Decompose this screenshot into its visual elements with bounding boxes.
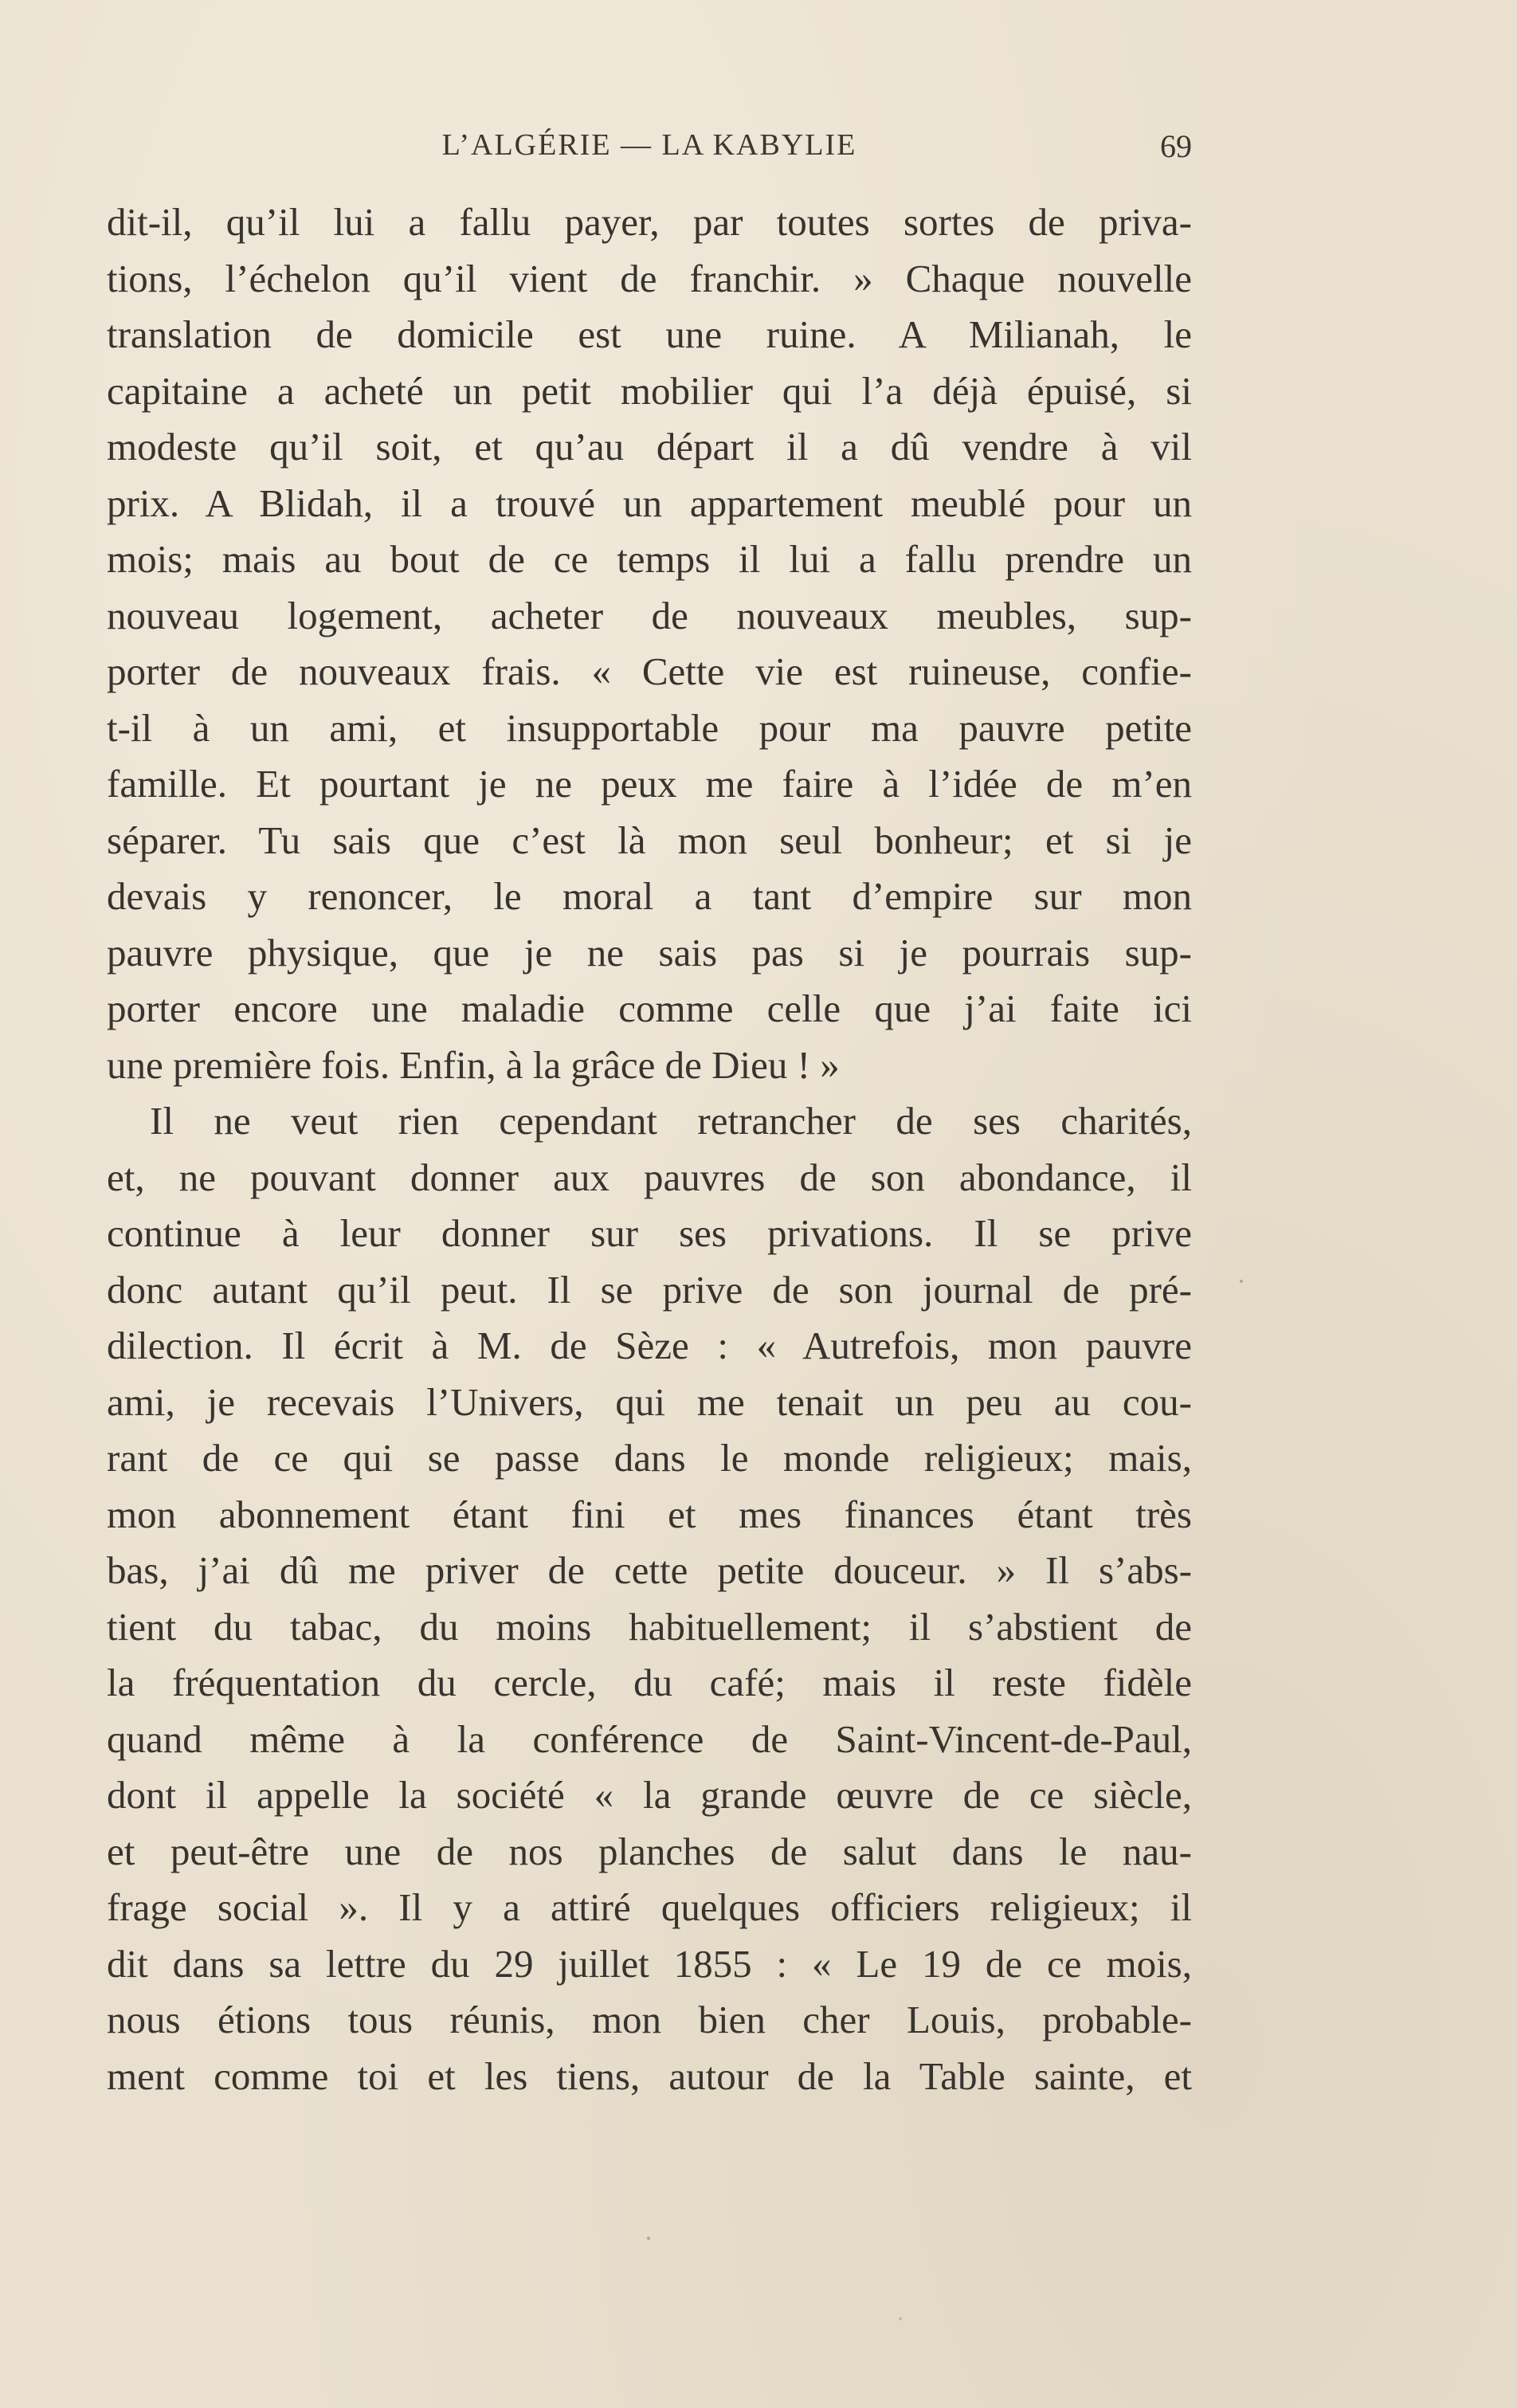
text-line: devais y renoncer, le moral a tant d’empire sur mon bbox=[107, 874, 1192, 918]
text-line: rant de ce qui se passe dans le monde religieux; mais, bbox=[107, 1436, 1192, 1480]
text-line: ami, je recevais l’Univers, qui me tenait un peu au cou- bbox=[107, 1379, 1192, 1424]
text-line: et, ne pouvant donner aux pauvres de son abondance, il bbox=[107, 1155, 1192, 1199]
text-line: continue à leur donner sur ses privations. Il se prive bbox=[107, 1211, 1192, 1255]
text-line: frage social ». Il y a attiré quelques officiers religieux; il bbox=[107, 1885, 1192, 1929]
running-head bbox=[107, 127, 1192, 175]
text-line: une première fois. Enfin, à la grâce de Dieu ! » bbox=[107, 1042, 840, 1087]
text-line: nouveau logement, acheter de nouveaux meubles, sup- bbox=[107, 593, 1192, 637]
text-line: séparer. Tu sais que c’est là mon seul bonheur; et si je bbox=[107, 818, 1192, 862]
text-line: prix. A Blidah, il a trouvé un appartement meublé pour un bbox=[107, 480, 1192, 525]
text-line: donc autant qu’il peut. Il se prive de son journal de pré- bbox=[107, 1267, 1192, 1312]
text-line: ment comme toi et les tiens, autour de la Table sainte, et bbox=[107, 2053, 1192, 2098]
text-line: quand même à la conférence de Saint-Vincent-de-Paul, bbox=[107, 1716, 1192, 1761]
text-line: pauvre physique, que je ne sais pas si je pourrais sup- bbox=[107, 930, 1192, 975]
paper-speck bbox=[647, 2237, 650, 2240]
text-line: famille. Et pourtant je ne peux me faire à l’idée de m’en bbox=[107, 762, 1192, 806]
text-line: t-il à un ami, et insupportable pour ma pauvre petite bbox=[107, 705, 1192, 750]
text-line: tions, l’échelon qu’il vient de franchir. » Chaque nouvelle bbox=[107, 256, 1192, 300]
text-line: et peut-être une de nos planches de salut dans le nau- bbox=[107, 1829, 1192, 1873]
text-line: mon abonnement étant fini et mes finances étant très bbox=[107, 1492, 1192, 1536]
text-line: capitaine a acheté un petit mobilier qui l’a déjà épuisé, si bbox=[107, 368, 1192, 413]
body-text bbox=[107, 194, 1192, 2104]
text-line: nous étions tous réunis, mon bien cher Louis, probable- bbox=[107, 1998, 1192, 2041]
page-number: 69 bbox=[1160, 128, 1192, 164]
paper-speck bbox=[899, 2317, 902, 2320]
text-line: la fréquentation du cercle, du café; mais il reste fidèle bbox=[107, 1661, 1192, 1704]
text-line: dilection. Il écrit à M. de Sèze : « Autrefois, mon pauvre bbox=[107, 1324, 1192, 1367]
text-line: dont il appelle la société « la grande œuvre de ce siècle, bbox=[107, 1773, 1192, 1817]
text-line: mois; mais au bout de ce temps il lui a fallu prendre un bbox=[107, 537, 1192, 581]
text-line: dit dans sa lettre du 29 juillet 1855 : « Le 19 de ce mois, bbox=[107, 1941, 1192, 1986]
text-line: dit-il, qu’il lui a fallu payer, par toutes sortes de priva- bbox=[107, 200, 1192, 244]
text-line: bas, j’ai dû me priver de cette petite douceur. » Il s’abs- bbox=[107, 1548, 1192, 1592]
running-title: L’ALGÉRIE — LA KABYLIE bbox=[441, 128, 857, 162]
text-line: translation de domicile est une ruine. A Milianah, le bbox=[107, 312, 1192, 356]
text-line: porter encore une maladie comme celle que j’ai faite ici bbox=[107, 986, 1192, 1030]
paragraph-first-line: Il ne veut rien cependant retrancher de ses charités, bbox=[150, 1099, 1192, 1143]
text-line: porter de nouveaux frais. « Cette vie est ruineuse, confie- bbox=[107, 649, 1192, 693]
paper-speck bbox=[1240, 1280, 1243, 1283]
text-line: tient du tabac, du moins habituellement; il s’abstient de bbox=[107, 1604, 1192, 1649]
text-line: modeste qu’il soit, et qu’au départ il a dû vendre à vil bbox=[107, 425, 1192, 469]
